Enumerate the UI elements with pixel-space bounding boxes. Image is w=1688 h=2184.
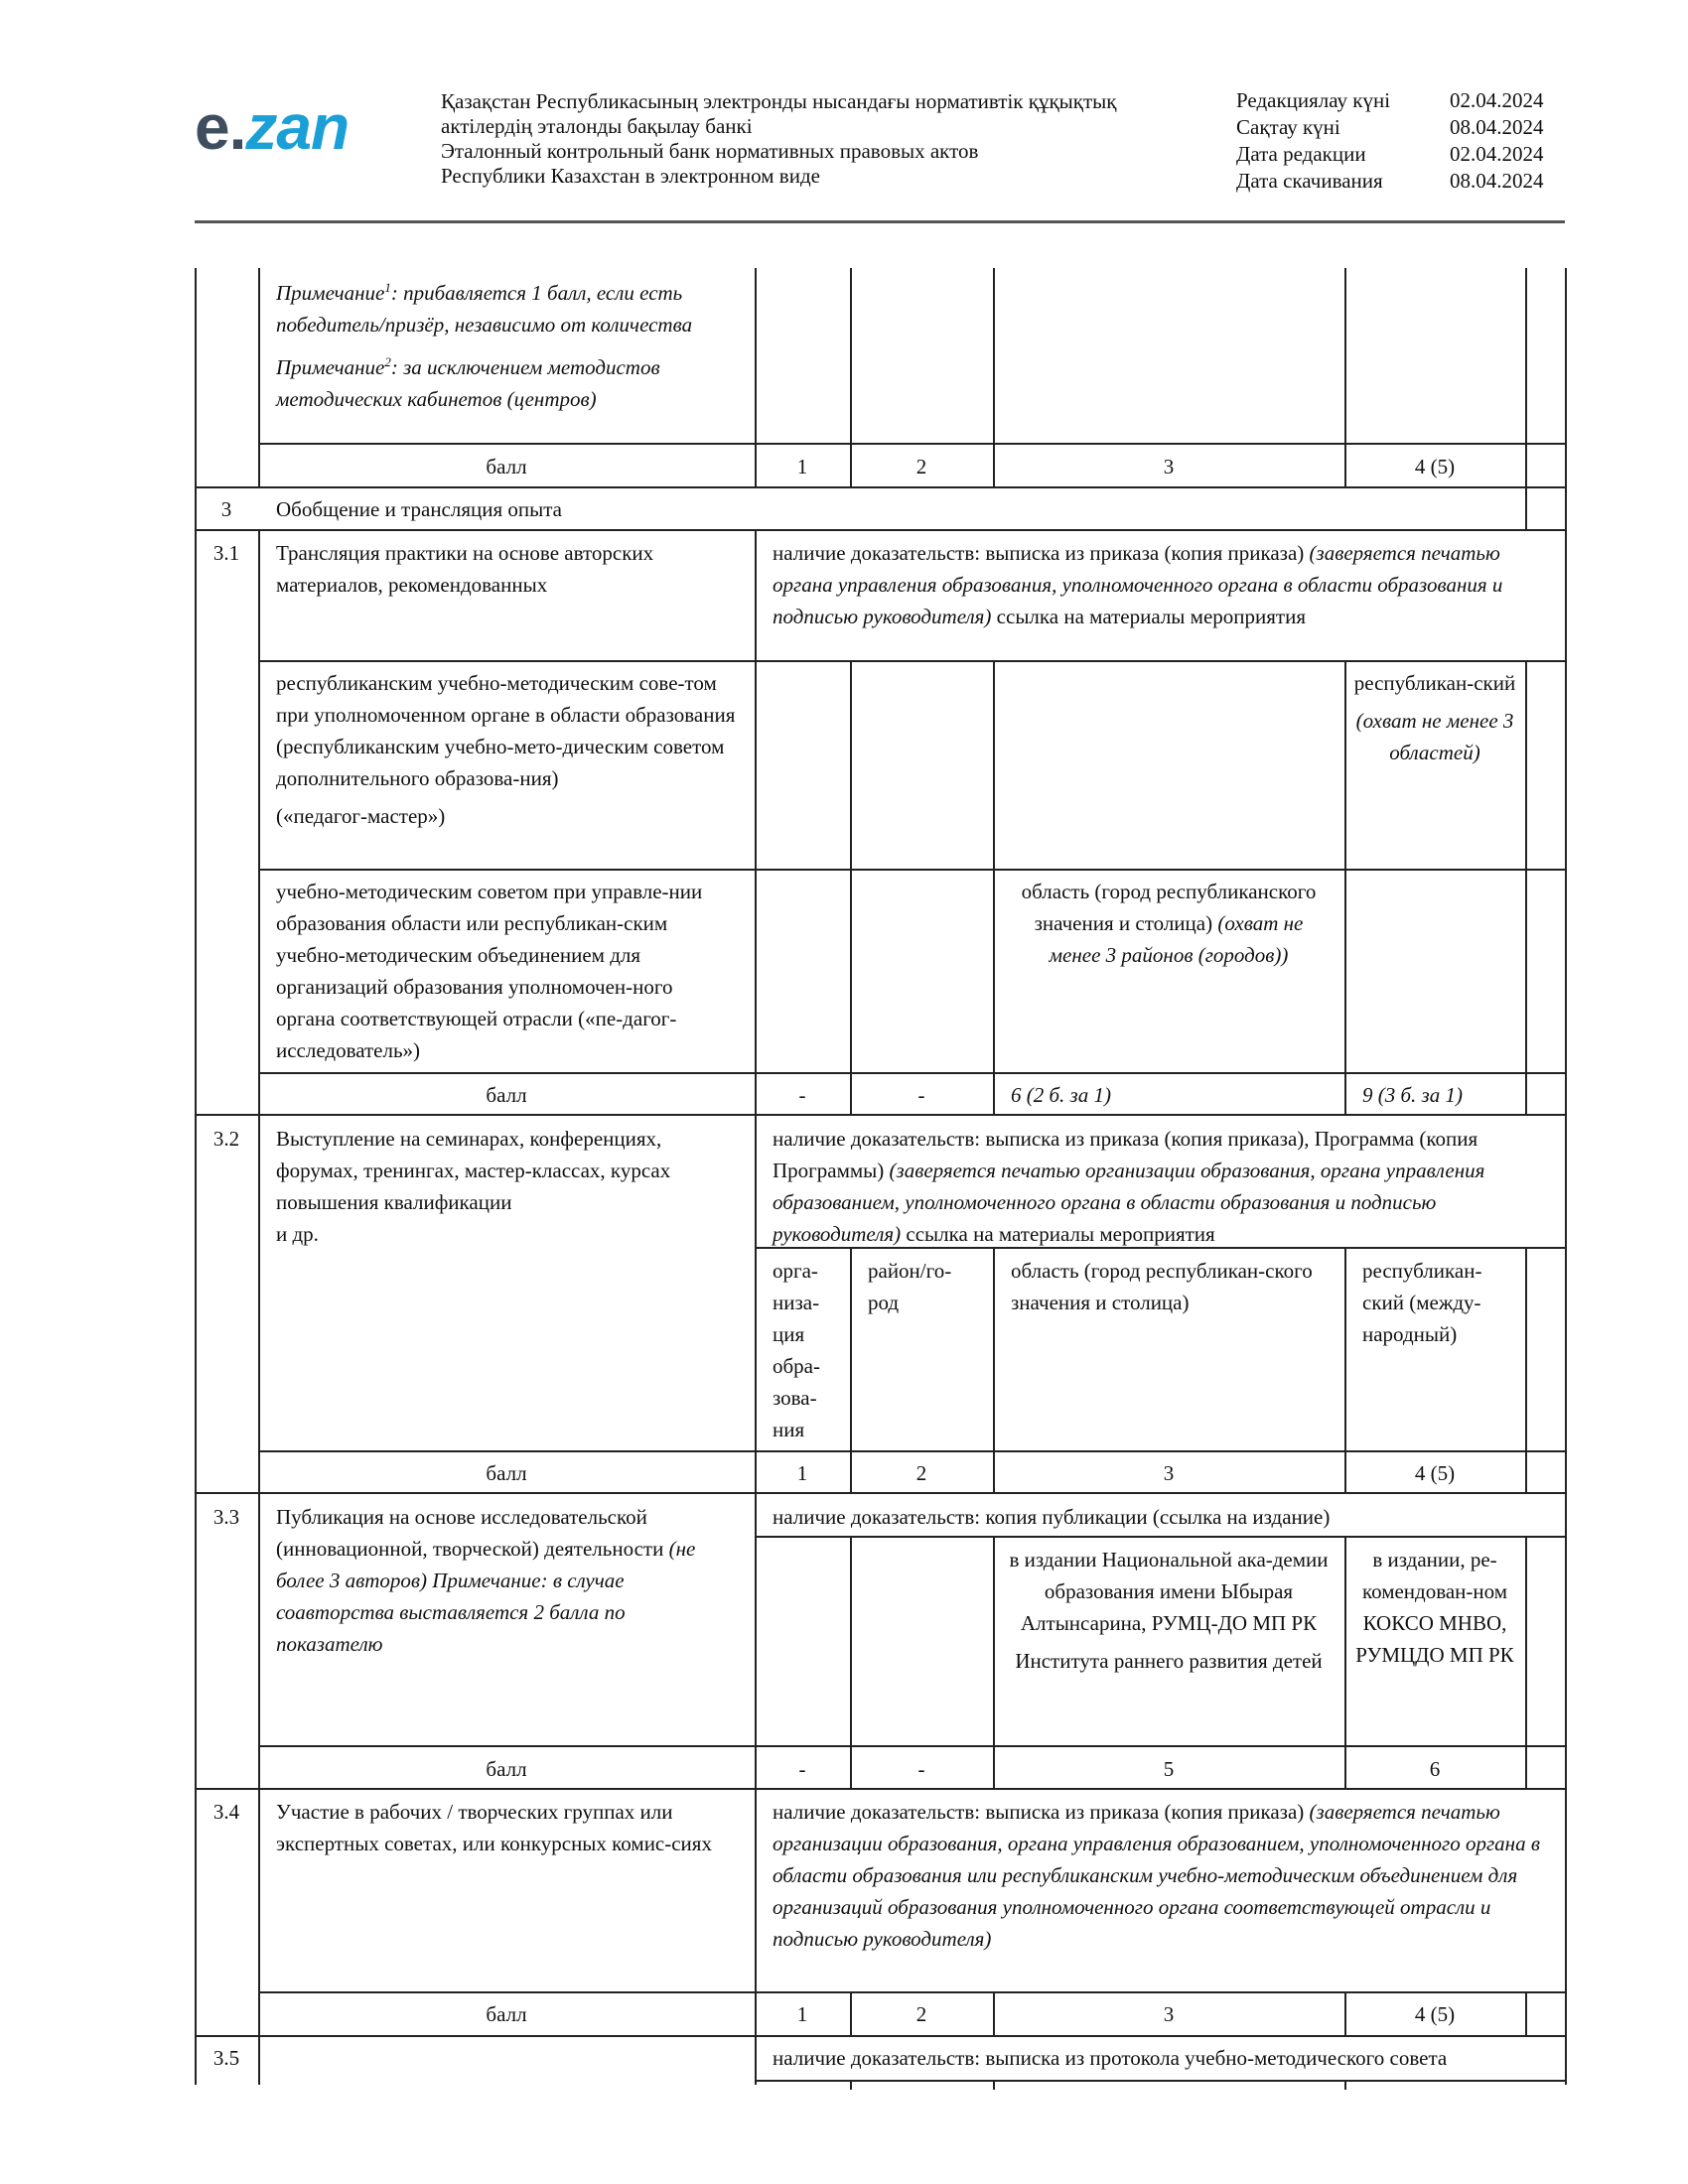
row-number: 3.1 [212, 541, 240, 565]
score-label: балл [486, 1461, 527, 1485]
score-value: - [917, 1083, 925, 1107]
row-number: 3.2 [212, 1127, 240, 1151]
score-value: 3 [1163, 2002, 1175, 2026]
score-value: 1 [796, 455, 808, 478]
evidence-text: наличие доказательств: копия публикации (ссылка на издание) [773, 1505, 1331, 1529]
evidence-text: наличие доказательств: выписка из протокола учебно-методического совета [773, 2046, 1448, 2070]
sub-criterion: учебно-методическим советом при управле-нии образования области или республикан-ским учебно-методическим объединением для организаций образования уполномочен-ного органа соответствующей отрасли («пе-дагог-исследователь») [276, 880, 703, 1062]
score-value: 4 (5) [1414, 455, 1456, 478]
row-number: 3.4 [212, 1800, 240, 1824]
meta-row: Дата скачивания 08.04.2024 [1236, 169, 1544, 193]
header-title-line: Республики Казахстан в электронном виде [441, 164, 820, 188]
evidence-text: наличие доказательств: выписка из приказа (копия приказа) (заверяется печатью органа управления образования, уполномоченного органа в области образования и подписью руководителя) ссылка на материалы мероприятия [773, 541, 1503, 628]
level-regional: область (город республиканского значения и столица) (охват не менее 3 районов (городов)) [1021, 880, 1317, 967]
evidence-text: наличие доказательств: выписка из приказа (копия приказа), Программа (копия Программы) (заверяется печатью организации образования, органа управления образованием, уполномоченного органа в области образования и подписью руководителя) ссылка на материалы мероприятия [773, 1127, 1485, 1246]
meta-row: Редакциялау күні 02.04.2024 [1236, 88, 1544, 112]
level-regional: область (город республикан-ского значения и столица) [1011, 1259, 1313, 1314]
score-value: - [917, 1757, 925, 1781]
score-value: 1 [796, 1461, 808, 1485]
grid-line [258, 2035, 260, 2085]
score-value: 3 [1163, 1461, 1175, 1485]
ezan-logo: e.zan [195, 91, 350, 163]
score-value: - [798, 1757, 806, 1781]
level-republican: в издании, ре-комендован-ном КОКСО МНВО, РУМЦДО МП РК [1355, 1548, 1514, 1667]
score-value: 6 (2 б. за 1) [1011, 1083, 1111, 1107]
score-value: 1 [796, 2002, 808, 2026]
level-national: в издании Национальной ака-демии образования имени Ыбырая Алтынсарина, РУМЦ-ДО МП РК Института раннего развития детей [1009, 1548, 1329, 1673]
score-value: 9 (3 б. за 1) [1362, 1083, 1463, 1107]
score-value: 6 [1429, 1757, 1441, 1781]
row-number: 3.3 [212, 1505, 240, 1529]
level-organization: орга-низа-ция обра-зова-ния [773, 1259, 820, 1441]
grid-line [1525, 1247, 1527, 1492]
score-value: - [798, 1083, 806, 1107]
criterion-title: Участие в рабочих / творческих группах или экспертных советах, или конкурсных комис-сиях [276, 1800, 712, 1855]
score-label: балл [486, 2002, 527, 2026]
level-district: район/го-род [868, 1259, 952, 1314]
grid-line [755, 2080, 1565, 2082]
row-number: 3.5 [212, 2046, 240, 2070]
score-value: 2 [915, 455, 927, 478]
grid-line [1525, 487, 1527, 529]
evidence-text: наличие доказательств: выписка из приказа (копия приказа) (заверяется печатью организации образования, органа управления образованием, уполномоченного органа в области образования или республиканским учебно-методическим объединением для организаций образования уполномоченного органа соответствующей отрасли и подписью руководителя) [773, 1800, 1540, 1951]
level-republican: республикан-ский (охват не менее 3 областей) [1353, 671, 1516, 764]
grid-line [1525, 268, 1527, 487]
sub-criterion: республиканским учебно-методическим сове-том при уполномоченном органе в области образования (республиканским учебно-мето-дическим советом дополнительного образова-ния) («педагог-мастер») [276, 671, 736, 828]
score-label: балл [486, 1083, 527, 1107]
score-value: 4 (5) [1414, 2002, 1456, 2026]
grid-line [1565, 268, 1567, 2085]
grid-line [1525, 660, 1527, 1114]
meta-row: Дата редакции 02.04.2024 [1236, 142, 1544, 166]
score-value: 3 [1163, 455, 1175, 478]
header-title-line: актілердің эталонды бақылау банкі [441, 114, 753, 138]
top-note-cell: Примечание$^1$: прибавляется 1 балл, если есть победитель/призёр, независимо от количества Примечание$^2$: за исключением методистов методических кабинетов (центров) [276, 280, 693, 411]
criterion-title: Трансляция практики на основе авторских материалов, рекомендованных [276, 541, 654, 597]
score-value: 2 [915, 2002, 927, 2026]
level-republican: республикан-ский (между-народный) [1362, 1259, 1482, 1346]
score-value: 2 [915, 1461, 927, 1485]
grid-line [850, 660, 852, 1114]
grid-line [1525, 1991, 1527, 2035]
grid-line [993, 2080, 995, 2090]
score-value: 4 (5) [1414, 1461, 1456, 1485]
criterion-title: Выступление на семинарах, конференциях, форумах, тренингах, мастер-классах, курсах повышения квалификации и др. [276, 1127, 671, 1246]
score-label: балл [486, 1757, 527, 1781]
section-number: 3 [220, 497, 232, 521]
header-title-line: Қазақстан Республикасының электронды нысандағы нормативтік құқықтық [441, 89, 1117, 113]
grid-line [1344, 2080, 1346, 2090]
section-title: Обобщение и трансляция опыта [276, 497, 563, 521]
score-label: балл [486, 455, 527, 478]
grid-line [1525, 1536, 1527, 1788]
header-title-line: Эталонный контрольный банк нормативных правовых актов [441, 139, 979, 163]
grid-line [850, 2080, 852, 2090]
score-value: 5 [1163, 1757, 1175, 1781]
criterion-title: Публикация на основе исследовательской (инновационной, творческой) деятельности (не более 3 авторов) Примечание: в случае соавторства выставляется 2 балла по показателю [276, 1505, 696, 1656]
meta-row: Сақтау күні 08.04.2024 [1236, 115, 1544, 139]
